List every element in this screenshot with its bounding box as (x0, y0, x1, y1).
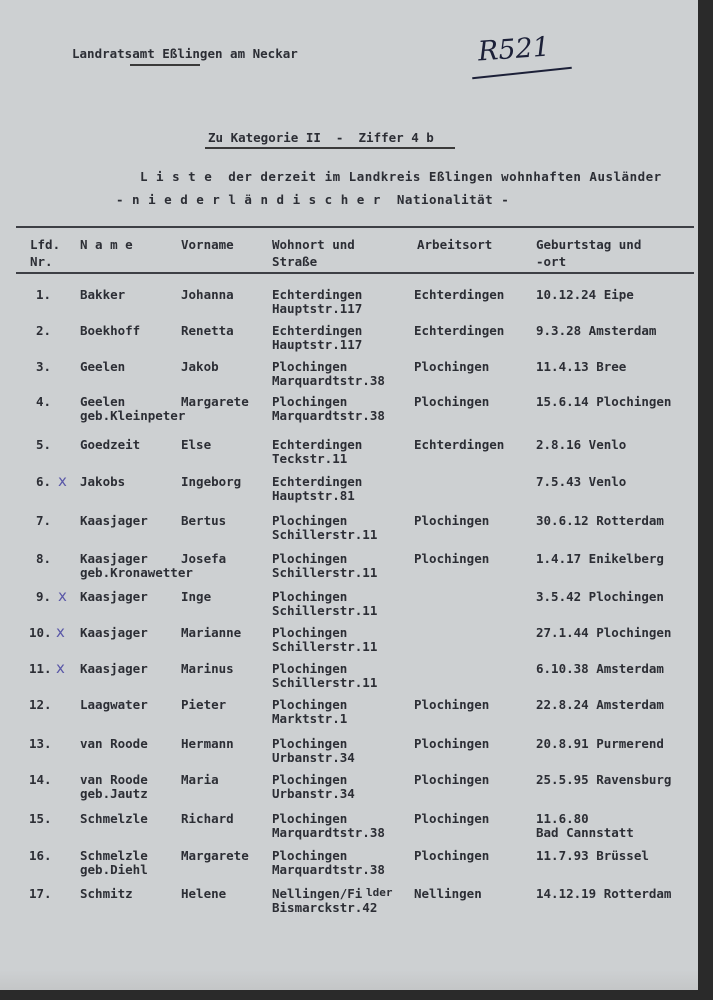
row-name: Kaasjager (80, 625, 148, 640)
row-name: Laagwater (80, 697, 148, 712)
row-geburt: 2.8.16 Venlo (536, 437, 627, 452)
row-geburt: 14.12.19 Rotterdam (536, 886, 672, 901)
row-wohnort: Plochingen Urbanstr.34 (272, 736, 355, 765)
table-header-rule (16, 272, 694, 274)
row-name: Kaasjager (80, 661, 148, 676)
row-wohnort: Plochingen Marquardtstr.38 (272, 359, 385, 388)
row-name: Kaasjager (80, 589, 148, 604)
row-wohnort: Echterdingen Hauptstr.117 (272, 323, 363, 352)
row-vorname: Margarete (181, 394, 249, 409)
row-vorname: Marianne (181, 625, 242, 640)
row-name: van Roode (80, 736, 148, 751)
row-geburt: 11.7.93 Brüssel (536, 848, 649, 863)
row-geburt: 25.5.95 Ravensburg (536, 772, 672, 787)
row-name: Geelen (80, 359, 126, 374)
row-wohnort: Nellingen/Fi (272, 886, 363, 901)
row-arbeitsort: Plochingen (414, 359, 490, 374)
column-header-arbeitsort: Arbeitsort (417, 237, 493, 252)
row-wohnort-line2: Bismarckstr.42 (272, 900, 378, 915)
row-name: van Roode geb.Jautz (80, 772, 148, 801)
column-header-name: N a m e (80, 237, 133, 252)
row-number: 6. (36, 474, 52, 489)
row-arbeitsort: Nellingen (414, 886, 482, 901)
row-arbeitsort: Plochingen (414, 551, 490, 566)
category-underline (205, 147, 455, 149)
row-geburt: 15.6.14 Plochingen (536, 394, 672, 409)
row-wohnort: Plochingen Urbanstr.34 (272, 772, 355, 801)
row-name: Kaasjager geb.Kronawetter (80, 551, 193, 580)
row-arbeitsort: Plochingen (414, 772, 490, 787)
row-geburt: 7.5.43 Venlo (536, 474, 627, 489)
row-geburt: 11.4.13 Bree (536, 359, 627, 374)
row-wohnort: Plochingen Schillerstr.11 (272, 661, 378, 690)
row-wohnort: Plochingen Schillerstr.11 (272, 625, 378, 654)
table-top-rule (16, 226, 694, 228)
row-geburt: 9.3.28 Amsterdam (536, 323, 657, 338)
row-geburt: 6.10.38 Amsterdam (536, 661, 664, 676)
row-name: Kaasjager (80, 513, 148, 528)
check-mark: x (58, 587, 67, 605)
row-wohnort-superscript: lder (366, 886, 393, 899)
row-wohnort: Plochingen Marquardtstr.38 (272, 811, 385, 840)
row-name: Schmelzle geb.Diehl (80, 848, 148, 877)
row-wohnort: Plochingen Schillerstr.11 (272, 589, 378, 618)
row-wohnort: Echterdingen Hauptstr.81 (272, 474, 363, 503)
row-wohnort: Plochingen Marquardtstr.38 (272, 848, 385, 877)
row-arbeitsort: Plochingen (414, 697, 490, 712)
row-name: Boekhoff (80, 323, 141, 338)
row-vorname: Hermann (181, 736, 234, 751)
row-number: 3. (36, 359, 52, 374)
row-geburt: 20.8.91 Purmerend (536, 736, 664, 751)
row-vorname: Johanna (181, 287, 234, 302)
row-arbeitsort: Plochingen (414, 394, 490, 409)
row-number: 2. (36, 323, 52, 338)
row-arbeitsort: Plochingen (414, 848, 490, 863)
office-heading: Landratsamt Eßlingen am Neckar (72, 46, 298, 61)
row-vorname: Jakob (181, 359, 219, 374)
row-name: Schmelzle (80, 811, 148, 826)
row-geburt: 10.12.24 Eipe (536, 287, 634, 302)
category-heading: Zu Kategorie II - Ziffer 4 b (208, 130, 434, 145)
row-arbeitsort: Plochingen (414, 811, 490, 826)
row-vorname: Margarete (181, 848, 249, 863)
row-vorname: Josefa (181, 551, 227, 566)
row-number: 5. (36, 437, 52, 452)
row-vorname: Helene (181, 886, 227, 901)
row-number: 9. (36, 589, 52, 604)
column-header-wohnort: Wohnort und Straße (272, 237, 355, 269)
row-arbeitsort: Echterdingen (414, 323, 505, 338)
row-number: 1. (36, 287, 52, 302)
row-vorname: Maria (181, 772, 219, 787)
row-wohnort: Echterdingen Hauptstr.117 (272, 287, 363, 316)
row-number: 4. (36, 394, 52, 409)
row-vorname: Pieter (181, 697, 227, 712)
row-number: 8. (36, 551, 52, 566)
row-number: 14. (29, 772, 52, 787)
row-vorname: Renetta (181, 323, 234, 338)
row-vorname: Ingeborg (181, 474, 242, 489)
row-arbeitsort: Plochingen (414, 736, 490, 751)
row-number: 17. (29, 886, 52, 901)
column-header-nr: Lfd. Nr. (30, 237, 61, 269)
row-vorname: Inge (181, 589, 212, 604)
row-geburt: 3.5.42 Plochingen (536, 589, 664, 604)
row-arbeitsort: Echterdingen (414, 437, 505, 452)
row-vorname: Else (181, 437, 212, 452)
check-mark: x (56, 623, 65, 641)
office-underline (130, 64, 200, 66)
list-title-line2: - n i e d e r l ä n d i s c h e r Nationalität - (116, 192, 510, 207)
check-mark: x (58, 472, 67, 490)
row-wohnort: Echterdingen Teckstr.11 (272, 437, 363, 466)
row-name: Jakobs (80, 474, 126, 489)
row-number: 15. (29, 811, 52, 826)
row-wohnort: Plochingen Schillerstr.11 (272, 513, 378, 542)
row-geburt: 27.1.44 Plochingen (536, 625, 672, 640)
row-number: 7. (36, 513, 52, 528)
file-mark-underline (472, 67, 572, 79)
row-geburt: 1.4.17 Enikelberg (536, 551, 664, 566)
row-number: 12. (29, 697, 52, 712)
row-wohnort: Plochingen Marktstr.1 (272, 697, 348, 726)
column-header-geburt: Geburtstag und -ort (536, 237, 642, 269)
list-title-line1: L i s t e der derzeit im Landkreis Eßlingen wohnhaften Ausländer (140, 169, 662, 184)
row-vorname: Richard (181, 811, 234, 826)
file-mark-handwritten: R521 (477, 31, 551, 68)
row-wohnort: Plochingen Schillerstr.11 (272, 551, 378, 580)
row-arbeitsort: Echterdingen (414, 287, 505, 302)
row-name: Goedzeit (80, 437, 141, 452)
row-arbeitsort: Plochingen (414, 513, 490, 528)
row-number: 16. (29, 848, 52, 863)
row-number: 11. (29, 661, 52, 676)
row-name: Geelen geb.Kleinpeter (80, 394, 186, 423)
row-wohnort: Plochingen Marquardtstr.38 (272, 394, 385, 423)
row-number: 13. (29, 736, 52, 751)
row-number: 10. (29, 625, 52, 640)
row-name: Bakker (80, 287, 126, 302)
column-header-vorname: Vorname (181, 237, 234, 252)
row-vorname: Bertus (181, 513, 227, 528)
row-geburt: 30.6.12 Rotterdam (536, 513, 664, 528)
check-mark: x (56, 659, 65, 677)
row-name: Schmitz (80, 886, 133, 901)
row-vorname: Marinus (181, 661, 234, 676)
row-geburt: 11.6.80 Bad Cannstatt (536, 811, 634, 840)
row-geburt: 22.8.24 Amsterdam (536, 697, 664, 712)
